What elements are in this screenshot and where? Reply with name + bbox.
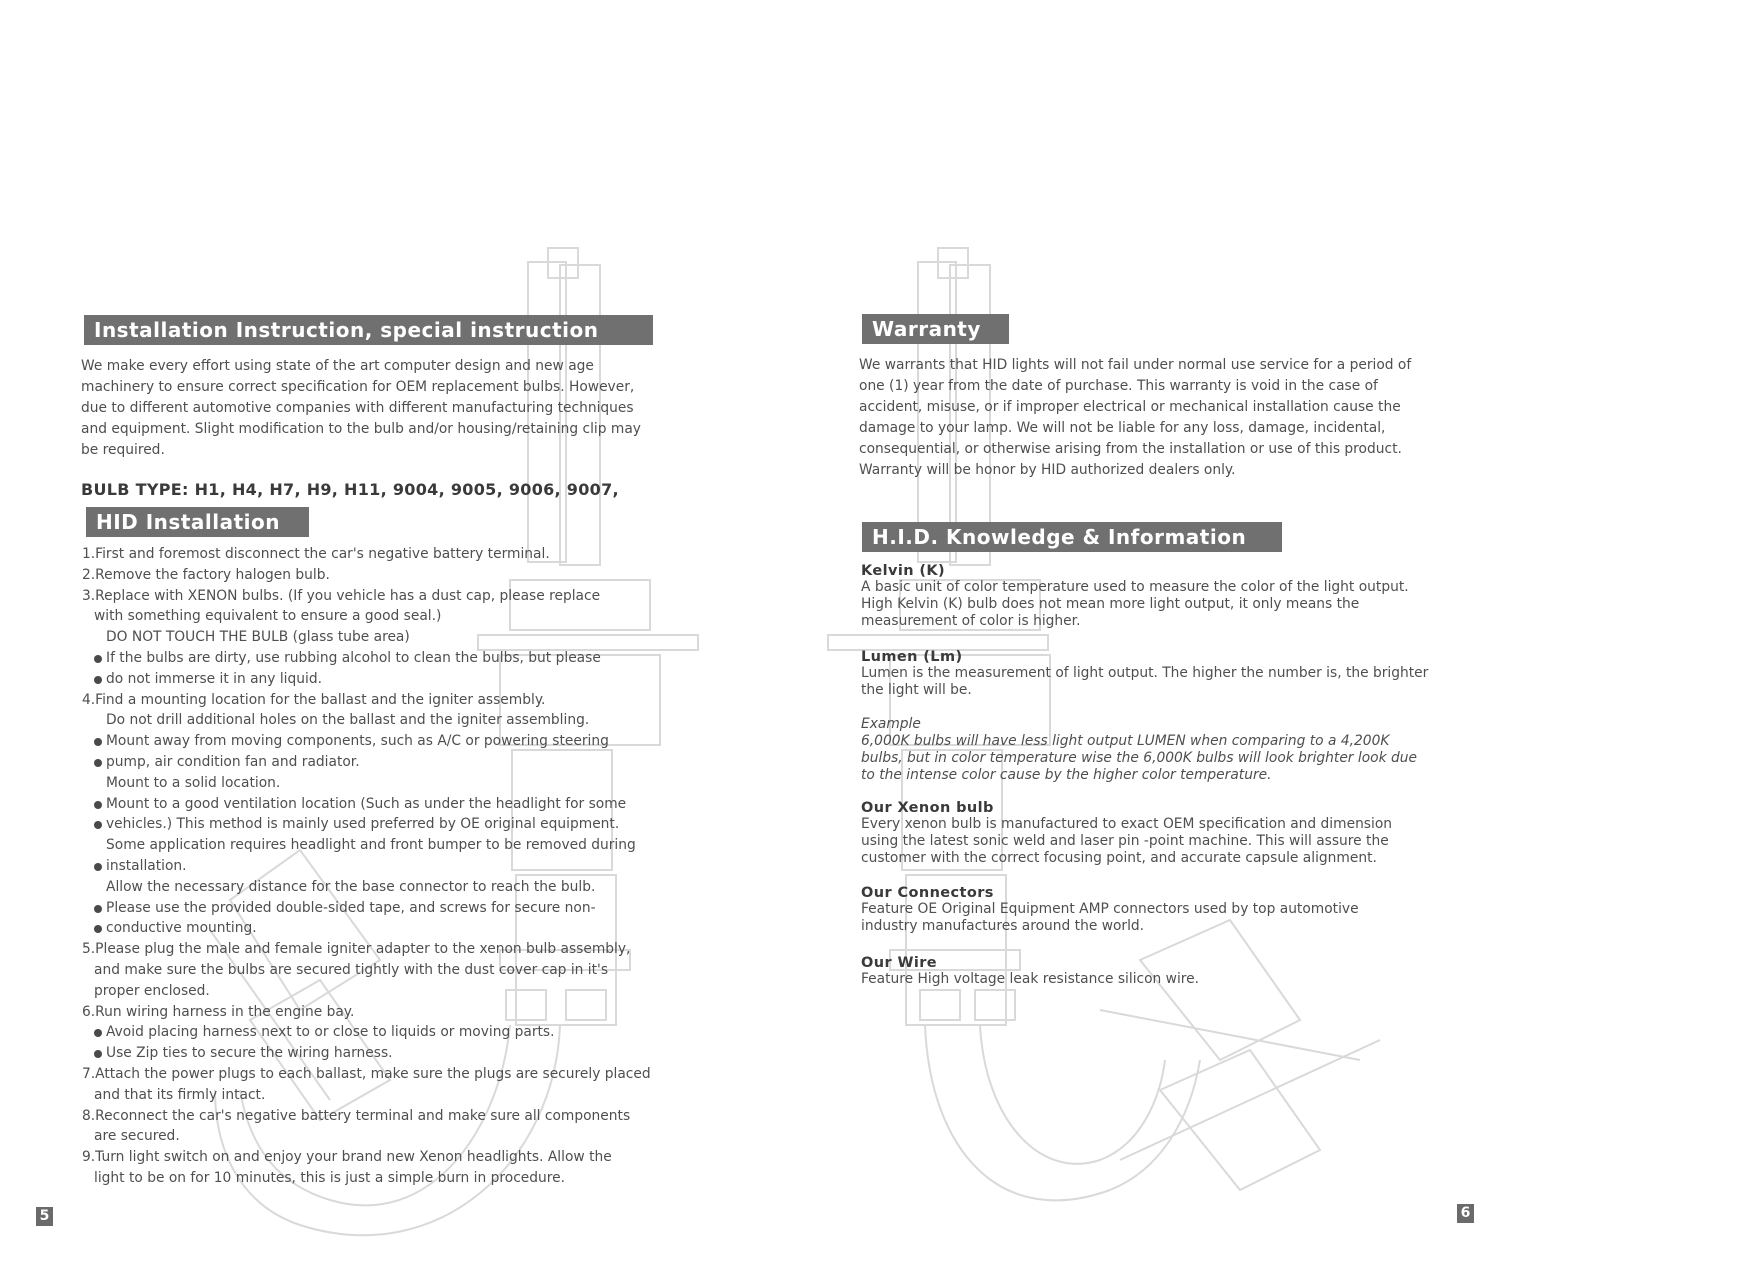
xenon-bulb-section: [861, 800, 1441, 867]
installation-step: [82, 1126, 651, 1147]
example-line: 6,000K bulbs will have less light output LUMEN when comparing to a 4,200K: [861, 733, 1390, 749]
installation-step: [82, 710, 651, 731]
installation-step: [82, 898, 651, 919]
bullet-icon: [94, 1029, 102, 1037]
bulb-type-list: BULB TYPE: H1, H4, H7, H9, H11, 9004, 9005, 9006, 9007,: [81, 480, 619, 499]
step-text: conductive mounting.: [106, 920, 257, 937]
step-text: with something equivalent to ensure a good seal.): [94, 608, 442, 625]
intro-line: be required.: [81, 442, 165, 458]
step-text: 8.Reconnect the car's negative battery terminal and make sure all components: [82, 1107, 631, 1124]
installation-step: [82, 1168, 651, 1189]
step-text: 2.Remove the factory halogen bulb.: [82, 566, 330, 583]
warranty-line: Warranty will be honor by HID authorized dealers only.: [859, 462, 1236, 478]
step-text: Do not drill additional holes on the ballast and the igniter assembling.: [106, 712, 590, 729]
step-text: Mount to a solid location.: [106, 774, 281, 791]
step-text: and that its firmly intact.: [94, 1086, 266, 1103]
installation-step: [82, 690, 651, 711]
installation-step: [82, 565, 651, 586]
intro-line: machinery to ensure correct specification for OEM replacement bulbs. However,: [81, 379, 635, 395]
bullet-icon: [94, 905, 102, 913]
page-number-right: 6: [1457, 1204, 1474, 1223]
installation-step: [82, 1002, 651, 1023]
connectors-section: [861, 885, 1441, 935]
step-text: do not immerse it in any liquid.: [106, 670, 322, 687]
installation-step: [82, 1106, 651, 1127]
installation-step: [82, 1147, 651, 1168]
xenon-bulb-title: Our Xenon bulb: [861, 800, 994, 816]
installation-step: [82, 1064, 651, 1085]
installation-step: [82, 960, 651, 981]
kelvin-section: [861, 563, 1441, 630]
xenon-bulb-line: using the latest sonic weld and laser pin -point machine. This will assure the: [861, 833, 1389, 849]
wire-title: Our Wire: [861, 955, 937, 971]
step-text: Some application requires headlight and front bumper to be removed during: [106, 837, 636, 854]
step-text: 6.Run wiring harness in the engine bay.: [82, 1003, 355, 1020]
installation-step: [82, 627, 651, 648]
step-text: Use Zip ties to secure the wiring harness.: [106, 1045, 393, 1062]
connectors-title: Our Connectors: [861, 885, 994, 901]
step-text: 3.Replace with XENON bulbs. (If you vehicle has a dust cap, please replace: [82, 587, 601, 604]
hid-knowledge-header: H.I.D. Knowledge & Information: [862, 522, 1282, 552]
kelvin-line: A basic unit of color temperature used to measure the color of the light output.: [861, 579, 1409, 595]
warranty-line: damage to your lamp. We will not be liable for any loss, damage, incidental,: [859, 420, 1386, 436]
example-line: bulbs, but in color temperature wise the 6,000K bulbs will look brighter look due: [861, 750, 1417, 766]
step-text: 9.Turn light switch on and enjoy your brand new Xenon headlights. Allow the: [82, 1149, 612, 1166]
example-title: Example: [861, 716, 921, 732]
bullet-icon: [94, 821, 102, 829]
example-section: [861, 716, 1441, 784]
intro-line: due to different automotive companies with different manufacturing techniques: [81, 400, 634, 416]
page-number-left: 5: [36, 1207, 53, 1226]
installation-step: [82, 1043, 651, 1064]
installation-step: [82, 835, 651, 856]
installation-step: [82, 544, 651, 565]
bullet-icon: [94, 738, 102, 746]
installation-step: [82, 648, 651, 669]
step-text: Mount away from moving components, such as A/C or powering steering: [106, 733, 609, 750]
step-text: Mount to a good ventilation location (Such as under the headlight for some: [106, 795, 627, 812]
wire-section: [861, 955, 1441, 988]
installation-step: [82, 877, 651, 898]
installation-step: [82, 856, 651, 877]
installation-step: [82, 586, 651, 607]
step-text: and make sure the bulbs are secured tightly with the dust cover cap in it's: [94, 961, 609, 978]
installation-step: [82, 814, 651, 835]
step-text: If the bulbs are dirty, use rubbing alcohol to clean the bulbs, but please: [106, 649, 601, 666]
bullet-icon: [94, 655, 102, 663]
warranty-line: accident, misuse, or if improper electrical or mechanical installation cause the: [859, 399, 1401, 415]
kelvin-line: measurement of color is higher.: [861, 613, 1081, 629]
step-text: 4.Find a mounting location for the ballast and the igniter assembly.: [82, 691, 546, 708]
installation-step: [82, 794, 651, 815]
bullet-icon: [94, 676, 102, 684]
installation-steps: [82, 544, 651, 1189]
step-text: proper enclosed.: [94, 982, 210, 999]
installation-step: [82, 752, 651, 773]
connectors-line: Feature OE Original Equipment AMP connectors used by top automotive: [861, 901, 1359, 917]
installation-step: [82, 939, 651, 960]
installation-step: [82, 918, 651, 939]
warranty-paragraph: [859, 355, 1459, 481]
connectors-line: industry manufactures around the world.: [861, 918, 1145, 934]
intro-line: and equipment. Slight modification to the bulb and/or housing/retaining clip may: [81, 421, 641, 437]
warranty-line: We warrants that HID lights will not fail under normal use service for a period of: [859, 357, 1412, 373]
bullet-icon: [94, 759, 102, 767]
hid-installation-header: HID Installation: [86, 507, 309, 537]
bullet-icon: [94, 1050, 102, 1058]
wire-line: Feature High voltage leak resistance silicon wire.: [861, 971, 1200, 987]
installation-step: [82, 773, 651, 794]
installation-step: [82, 731, 651, 752]
warranty-header: Warranty: [862, 314, 1009, 344]
xenon-bulb-line: Every xenon bulb is manufactured to exact OEM specification and dimension: [861, 816, 1393, 832]
intro-paragraph: [81, 356, 681, 461]
step-text: vehicles.) This method is mainly used preferred by OE original equipment.: [106, 816, 620, 833]
kelvin-line: High Kelvin (K) bulb does not mean more light output, it only means the: [861, 596, 1360, 612]
warranty-line: consequential, or otherwise arising from the installation or use of this product.: [859, 441, 1402, 457]
step-text: 1.First and foremost disconnect the car's negative battery terminal.: [82, 546, 550, 562]
step-text: 7.Attach the power plugs to each ballast, make sure the plugs are securely placed: [82, 1065, 651, 1082]
lumen-title: Lumen (Lm): [861, 649, 963, 665]
step-text: installation.: [106, 857, 187, 874]
installation-step: [82, 981, 651, 1002]
bullet-icon: [94, 925, 102, 933]
step-text: Please use the provided double-sided tape, and screws for secure non-: [106, 899, 596, 916]
lumen-line: the light will be.: [861, 682, 972, 698]
intro-line: We make every effort using state of the art computer design and new age: [81, 358, 594, 374]
xenon-bulb-line: customer with the correct focusing point, and accurate capsule alignment.: [861, 850, 1377, 866]
step-text: are secured.: [94, 1128, 180, 1145]
step-text: light to be on for 10 minutes, this is just a simple burn in procedure.: [94, 1169, 566, 1186]
bullet-icon: [94, 863, 102, 871]
installation-header: Installation Instruction, special instruction: [84, 315, 653, 345]
lumen-section: [861, 649, 1441, 699]
step-text: DO NOT TOUCH THE BULB (glass tube area): [106, 629, 410, 646]
installation-step: [82, 669, 651, 690]
installation-step: [82, 606, 651, 627]
installation-step: [82, 1022, 651, 1043]
step-text: Allow the necessary distance for the base connector to reach the bulb.: [106, 878, 596, 895]
installation-step: [82, 1085, 651, 1106]
lumen-line: Lumen is the measurement of light output. The higher the number is, the brighter: [861, 665, 1429, 681]
example-line: to the intense color cause by the higher color temperature.: [861, 767, 1272, 783]
step-text: pump, air condition fan and radiator.: [106, 753, 360, 770]
warranty-line: one (1) year from the date of purchase. This warranty is void in the case of: [859, 378, 1378, 394]
step-text: 5.Please plug the male and female igniter adapter to the xenon bulb assembly,: [82, 941, 631, 958]
step-text: Avoid placing harness next to or close to liquids or moving parts.: [106, 1024, 555, 1041]
kelvin-title: Kelvin (K): [861, 563, 946, 579]
bullet-icon: [94, 801, 102, 809]
